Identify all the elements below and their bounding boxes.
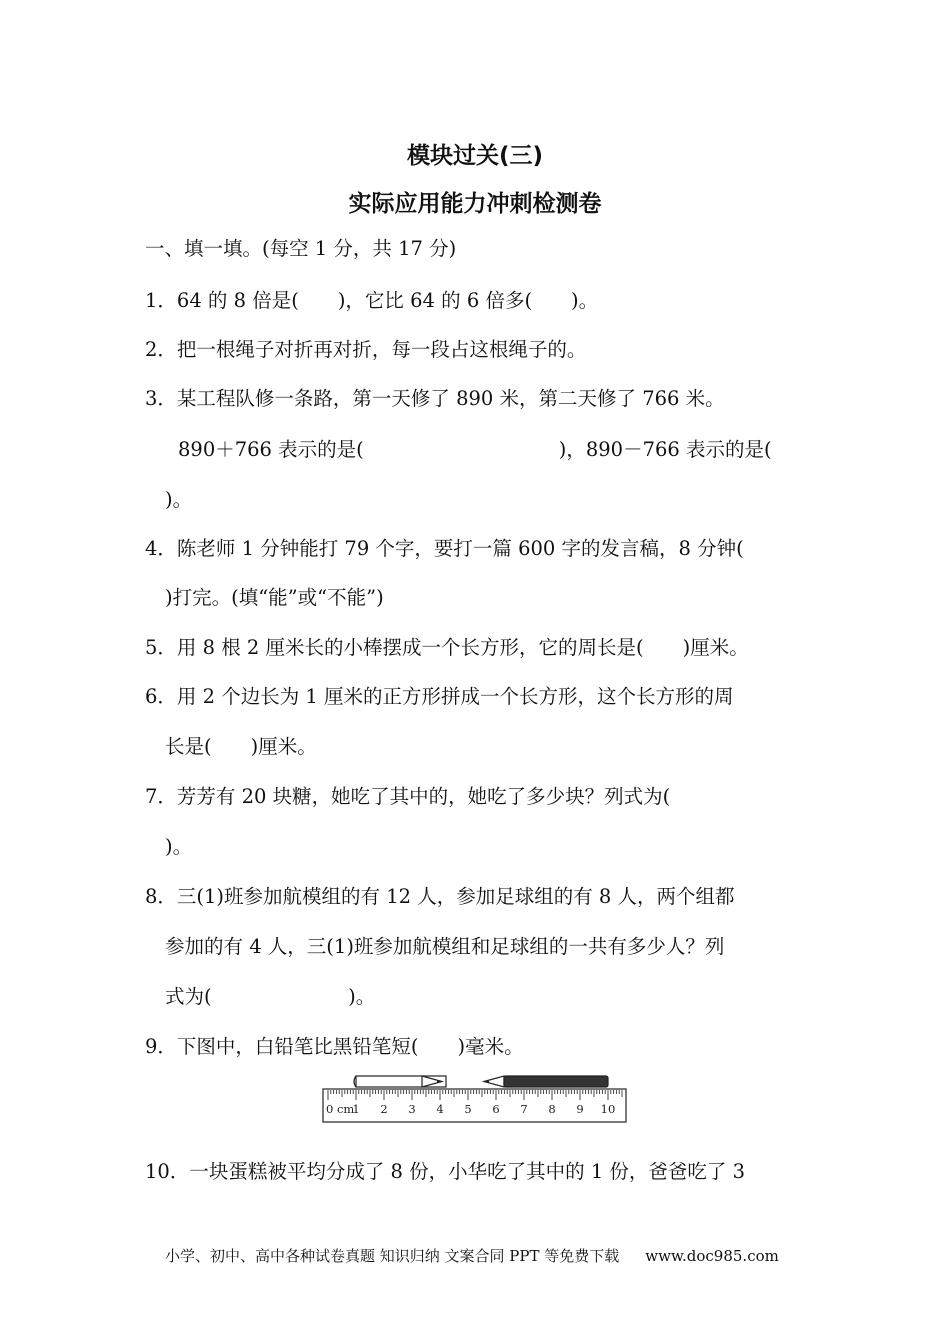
ruler-label: 10: [600, 1102, 616, 1116]
question-6-line-1: 6．用 2 个边长为 1 厘米的正方形拼成一个长方形，这个长方形的周: [145, 685, 734, 708]
question-6-line-2: 长是( )厘米。: [165, 735, 317, 758]
question-9: 9．下图中，白铅笔比黑铅笔短( )毫米。: [145, 1035, 524, 1058]
ruler-unit-label: 0 cm: [326, 1102, 355, 1116]
question-3-line-2: 890＋766 表示的是( )，890－766 表示的是(: [178, 438, 772, 461]
ruler-label: 5: [464, 1102, 472, 1116]
ruler-label: 2: [380, 1102, 388, 1116]
ruler-label: 3: [408, 1102, 416, 1116]
footer-text: 小学、初中、高中各种试卷真题 知识归纳 文案合同 PPT 等免费下载: [165, 1247, 620, 1265]
question-2: 2．把一根绳子对折再对折，每一段占这根绳子的。: [145, 338, 587, 361]
question-3-line-3: )。: [165, 488, 193, 511]
black-pencil: [484, 1076, 608, 1087]
page-title: 模块过关(三): [406, 143, 544, 169]
question-1: 1．64 的 8 倍是( )，它比 64 的 6 倍多( )。: [145, 289, 599, 312]
question-5: 5．用 8 根 2 厘米长的小棒摆成一个长方形，它的周长是( )厘米。: [145, 636, 749, 659]
ruler-label: 4: [436, 1102, 444, 1116]
question-10: 10．一块蛋糕被平均分成了 8 份，小华吃了其中的 1 份，爸爸吃了 3: [145, 1160, 746, 1183]
question-8-line-2: 参加的有 4 人，三(1)班参加航模组和足球组的一共有多少人？列: [165, 935, 725, 958]
question-7-line-1: 7．芳芳有 20 块糖，她吃了其中的，她吃了多少块？列式为(: [145, 785, 671, 808]
section-heading: 一、填一填。(每空 1 分，共 17 分): [145, 237, 457, 260]
question-4-line-1: 4．陈老师 1 分钟能打 79 个字，要打一篇 600 字的发言稿，8 分钟(: [145, 537, 744, 560]
ruler-label: 7: [520, 1102, 528, 1116]
ruler-pencils-figure: [322, 1068, 628, 1126]
ruler-label: 9: [576, 1102, 584, 1116]
question-4-line-2: )打完。(填“能”或“不能”): [165, 586, 384, 609]
question-7-line-2: )。: [165, 835, 193, 858]
page-subtitle: 实际应用能力冲刺检测卷: [348, 191, 602, 217]
question-3-line-1: 3．某工程队修一条路，第一天修了 890 米，第二天修了 766 米。: [145, 387, 725, 410]
question-8-line-3: 式为( )。: [165, 985, 376, 1008]
question-8-line-1: 8．三(1)班参加航模组的有 12 人，参加足球组的有 8 人，两个组都: [145, 885, 735, 908]
white-pencil: [354, 1076, 446, 1087]
ruler-label: 8: [548, 1102, 556, 1116]
ruler-label: 6: [492, 1102, 500, 1116]
page-footer: [165, 1245, 779, 1266]
ruler-label: 1: [352, 1102, 360, 1116]
footer-url[interactable]: www.doc985.com: [645, 1247, 779, 1265]
